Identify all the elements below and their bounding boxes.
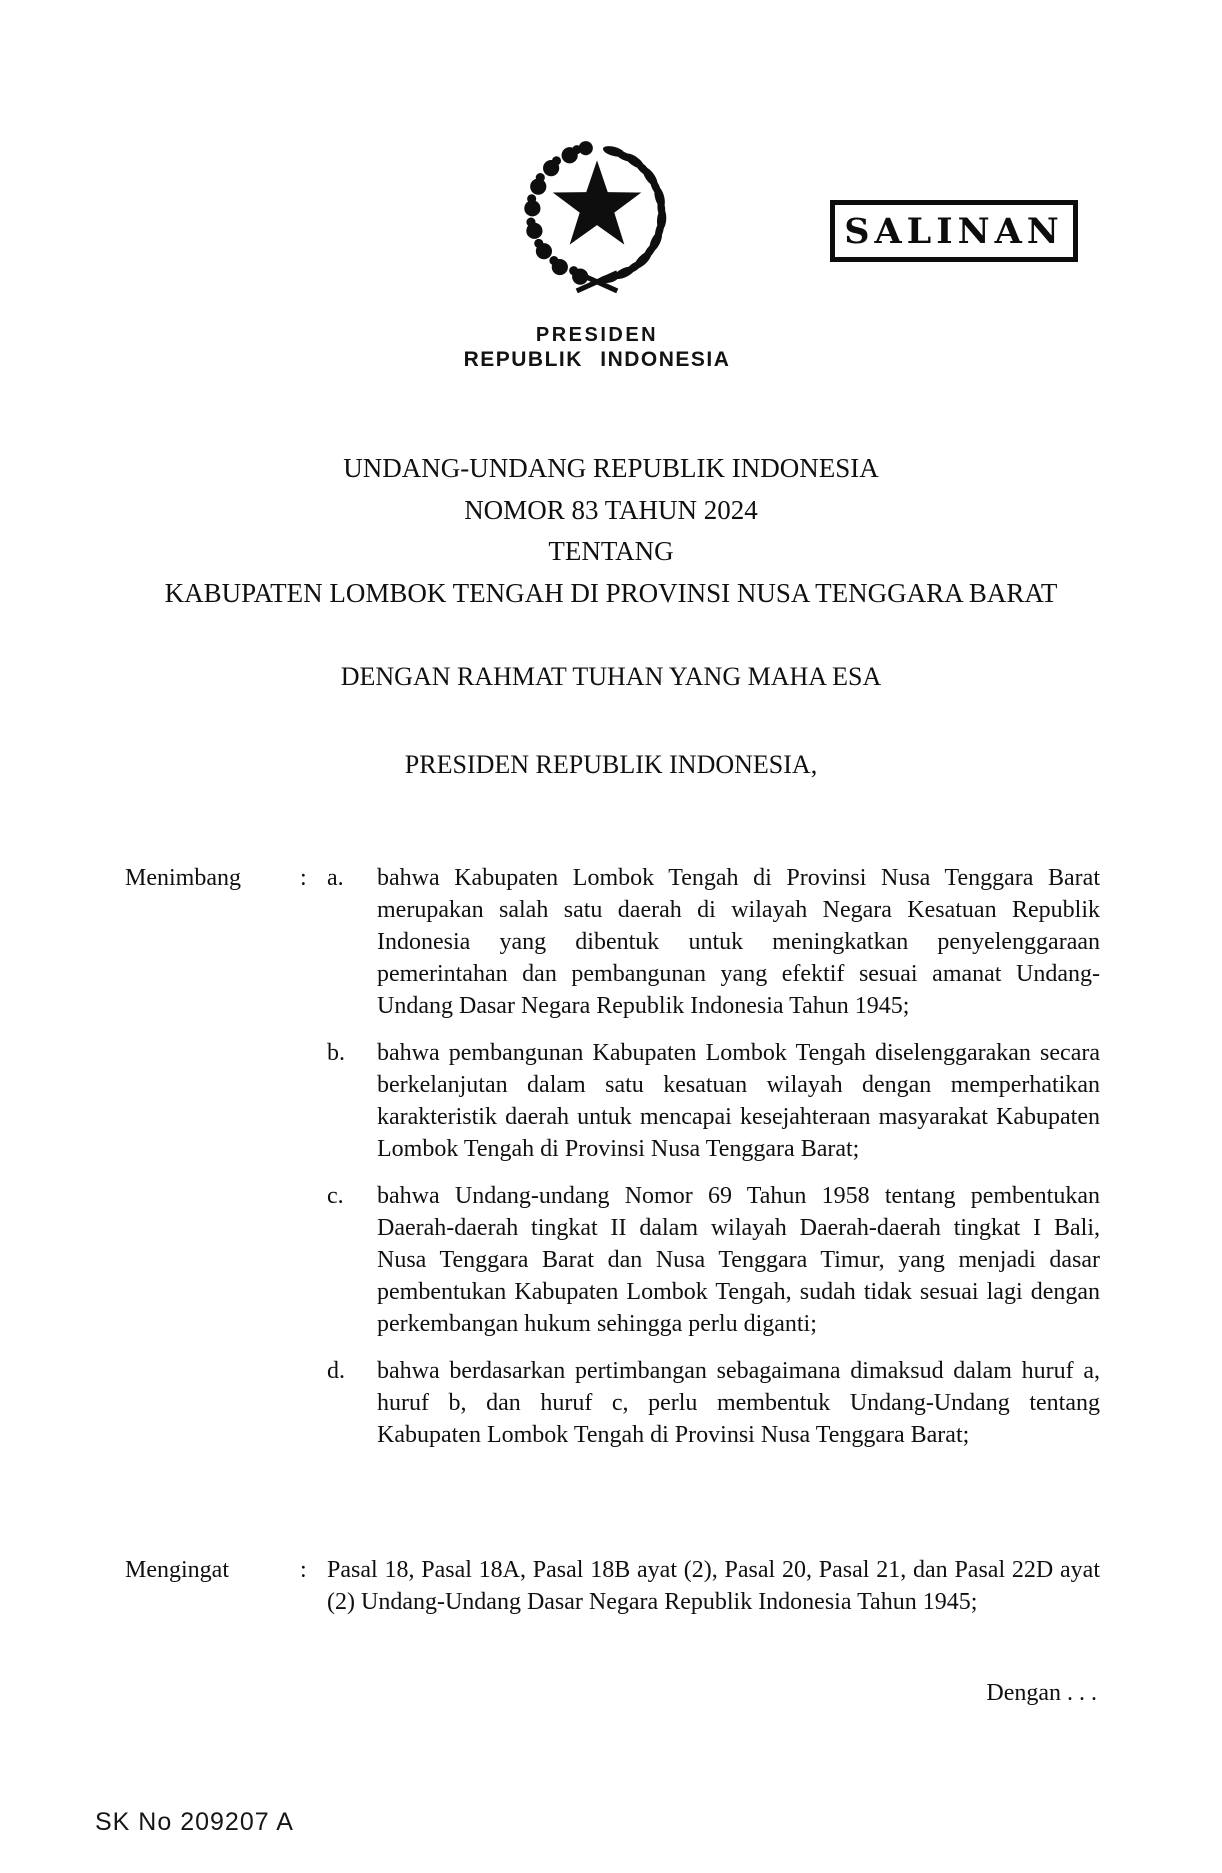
sk-number: SK No 209207 A	[95, 1808, 294, 1836]
mengingat-colon: :	[300, 1557, 307, 1583]
item-marker: c.	[327, 1183, 344, 1209]
law-title-line-1: UNDANG-UNDANG REPUBLIK INDONESIA	[343, 453, 879, 483]
menimbang-items	[327, 862, 1100, 1451]
item-text: bahwa Kabupaten Lombok Tengah di Provinsi Nusa Tenggara Barat merupakan salah satu daerah di wilayah Negara Kesatuan Republik Indonesia yang dibentuk untuk meningkatkan penyelenggaraan pemerintahan dan pembangunan yang efektif sesuai amanat Undang-Undang Dasar Negara Republik Indonesia Tahun 1945;	[377, 865, 1100, 1019]
catchword: Dengan . . .	[986, 1680, 1097, 1706]
menimbang-item-c	[327, 1180, 1100, 1340]
item-marker: d.	[327, 1358, 345, 1384]
menimbang-item-b	[327, 1037, 1100, 1165]
mengingat-section	[125, 1554, 1100, 1618]
authority-line: PRESIDEN REPUBLIK INDONESIA,	[404, 750, 818, 779]
law-tentang-line: TENTANG	[548, 536, 674, 566]
presidential-star-wreath-emblem-icon	[518, 130, 676, 298]
item-marker: b.	[327, 1040, 345, 1066]
item-marker: a.	[327, 865, 344, 891]
salinan-stamp	[830, 200, 1078, 262]
law-number-line: NOMOR 83 TAHUN 2024	[464, 494, 758, 525]
item-text: bahwa pembangunan Kabupaten Lombok Tengah diselenggarakan secara berkelanjutan dalam satu kesatuan wilayah dengan memperhatikan karakteristik daerah untuk mencapai kesejahteraan masyarakat Kabupaten Lombok Tengah di Provinsi Nusa Tenggara Barat;	[377, 1040, 1100, 1162]
menimbang-label: Menimbang	[125, 865, 241, 891]
item-text: bahwa Undang-undang Nomor 69 Tahun 1958 tentang pembentukan Daerah-daerah tingkat II dalam wilayah Daerah-daerah tingkat I Bali, Nusa Tenggara Barat dan Nusa Tenggara Timur, yang menjadi dasar pembentukan Kabupaten Lombok Tengah, sudah tidak sesuai lagi dengan perkembangan hukum sehingga perlu diganti;	[377, 1183, 1100, 1337]
law-subject-line: KABUPATEN LOMBOK TENGAH DI PROVINSI NUSA TENGGARA BARAT	[164, 577, 1058, 608]
menimbang-item-a	[327, 862, 1100, 1022]
item-text: bahwa berdasarkan pertimbangan sebagaimana dimaksud dalam huruf a, huruf b, dan huruf c, perlu membentuk Undang-Undang tentang Kabupaten Lombok Tengah di Provinsi Nusa Tenggara Barat;	[377, 1358, 1100, 1448]
letterhead	[417, 322, 777, 372]
letterhead-republik-indonesia: REPUBLIK INDONESIA	[463, 348, 731, 371]
menimbang-item-d	[327, 1355, 1100, 1451]
law-title-block	[0, 448, 1222, 614]
invocation-line: DENGAN RAHMAT TUHAN YANG MAHA ESA	[340, 662, 882, 691]
mengingat-text: Pasal 18, Pasal 18A, Pasal 18B ayat (2), Pasal 20, Pasal 21, dan Pasal 22D ayat (2) Undang-Undang Dasar Negara Republik Indonesia Tahun 1945;	[327, 1557, 1100, 1615]
letterhead-presiden: PRESIDEN	[535, 324, 659, 346]
salinan-stamp-label: SALINAN	[844, 210, 1064, 252]
mengingat-label: Mengingat	[125, 1557, 229, 1583]
menimbang-colon: :	[300, 865, 307, 891]
menimbang-section	[125, 862, 1100, 1451]
